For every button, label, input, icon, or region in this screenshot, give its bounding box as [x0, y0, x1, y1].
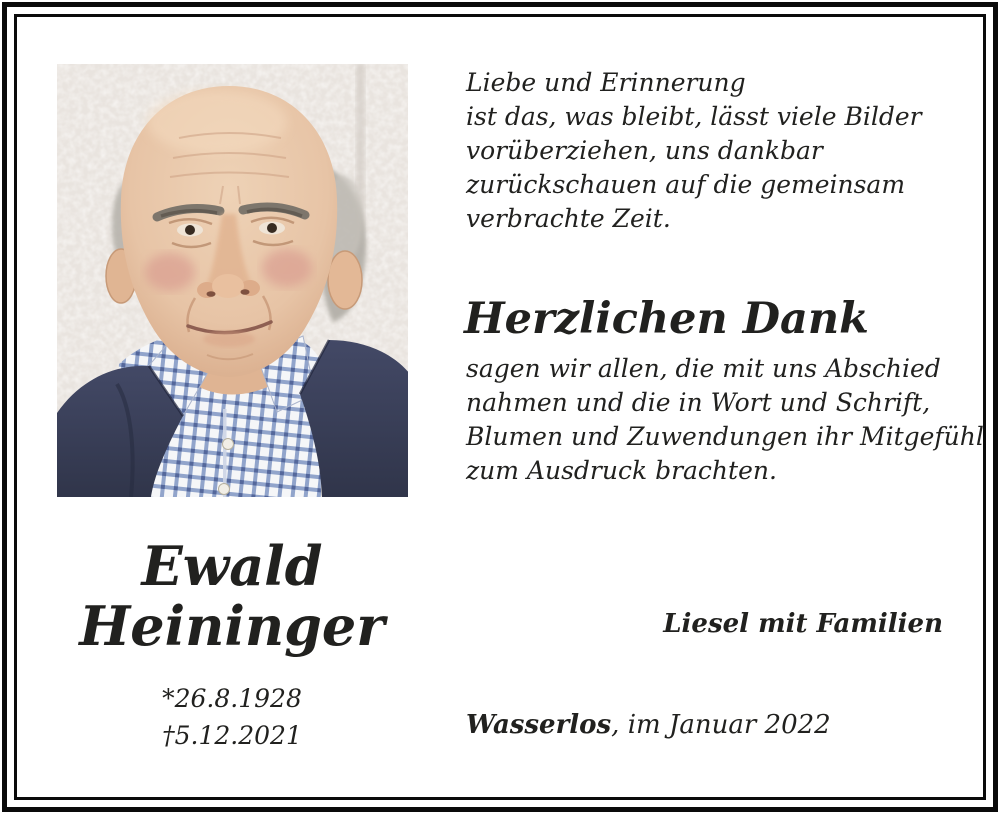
cheek-right	[262, 249, 312, 287]
opening-verse	[466, 66, 922, 236]
eye-left	[185, 225, 195, 235]
life-dates	[37, 680, 427, 754]
lower-lip	[203, 331, 255, 347]
portrait-photo	[57, 64, 408, 497]
mourners-signature: Liesel mit Familien	[663, 609, 943, 639]
thanks-line: sagen wir allen, die mit uns Abschied	[466, 354, 941, 383]
closing-date: , im Januar 2022	[611, 710, 831, 740]
birth-date: *26.8.1928	[162, 684, 302, 713]
deceased-name	[37, 536, 427, 656]
closing-place: Wasserlos	[466, 710, 612, 740]
opening-line: ist das, was bleibt, lässt viele Bilder	[466, 102, 922, 131]
portrait-illustration	[57, 64, 408, 497]
opening-line: vorüberziehen, uns dankbar	[466, 136, 823, 165]
deceased-last-name: Heininger	[79, 594, 385, 658]
forehead-highlight	[147, 90, 287, 154]
nostril-left	[207, 291, 216, 297]
closing-line	[466, 710, 831, 740]
shirt-button	[223, 439, 234, 450]
thanks-heading: Herzlichen Dank	[464, 294, 869, 344]
opening-line: verbrachte Zeit.	[466, 204, 671, 233]
thanks-paragraph	[466, 352, 984, 488]
nose-tip	[212, 274, 244, 298]
thanks-line: Blumen und Zuwendungen ihr Mitgefühl	[466, 422, 984, 451]
nostril-right	[241, 289, 250, 295]
thanks-line: nahmen und die in Wort und Schrift,	[466, 388, 931, 417]
ear-right	[328, 251, 362, 309]
opening-line: zurückschauen auf die gemeinsam	[466, 170, 906, 199]
deceased-first-name: Ewald	[141, 534, 323, 598]
cheek-left	[145, 253, 195, 291]
eye-right	[267, 223, 277, 233]
death-date: †5.12.2021	[162, 721, 302, 750]
thanks-line: zum Ausdruck brachten.	[466, 456, 777, 485]
opening-line: Liebe und Erinnerung	[466, 68, 746, 97]
life-dates-inner	[162, 680, 302, 754]
shirt-button	[219, 484, 230, 495]
